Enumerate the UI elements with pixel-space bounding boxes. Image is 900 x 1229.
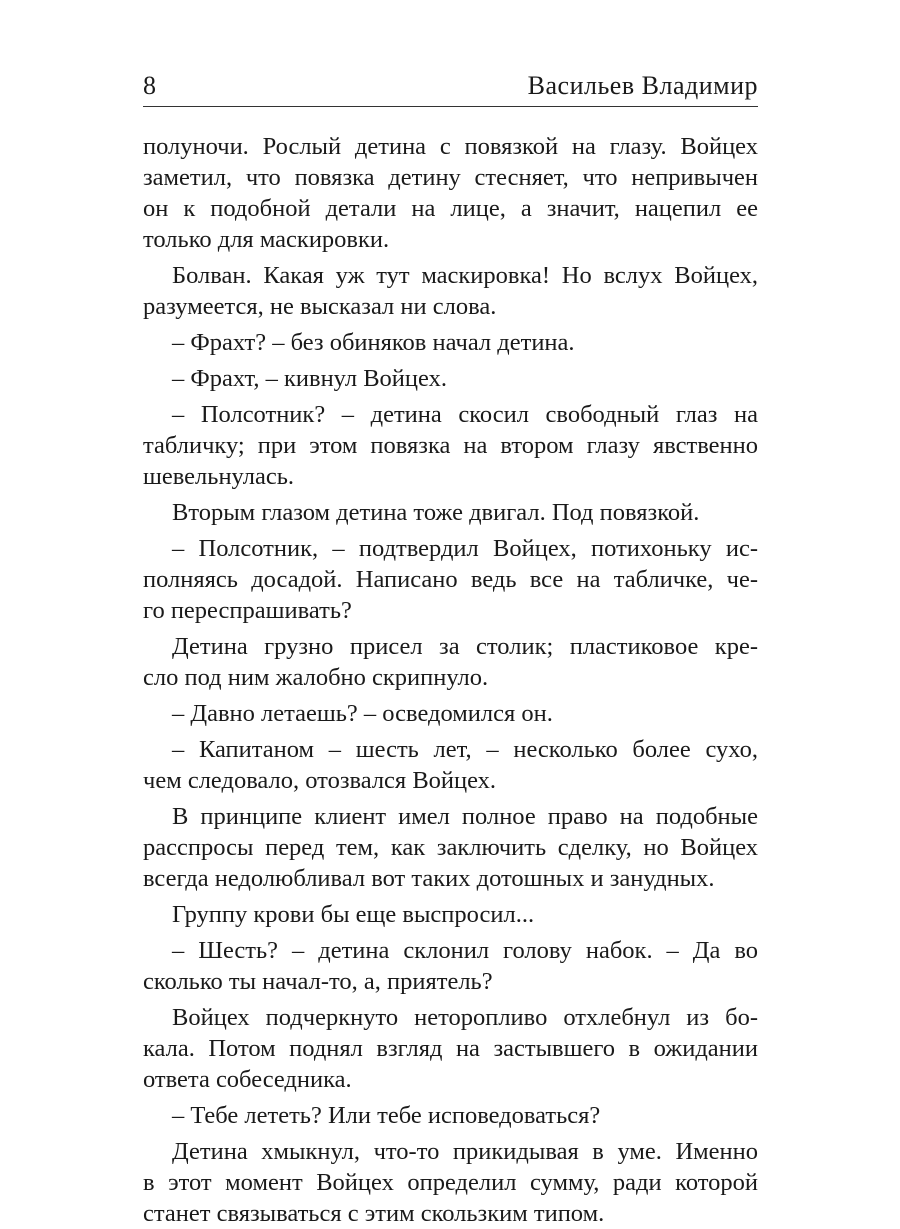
- text-line: – Давно летаешь? – осведомился он.: [172, 700, 553, 727]
- text-line: ответа собеседника.: [143, 1066, 352, 1093]
- text-line: Детина грузно присел за столик; пластиковое кре-: [172, 633, 758, 660]
- text-line: станет связываться с этим скользким типом.: [143, 1200, 605, 1227]
- text-line: он к подобной детали на лице, а значит, нацепил ее: [143, 195, 758, 222]
- text-line: заметил, что повязка детину стесняет, что непривычен: [143, 164, 758, 191]
- running-title: Васильев Владимир: [527, 71, 758, 100]
- text-line: – Полсотник? – детина скосил свободный глаз на: [172, 401, 758, 428]
- text-line: сколько ты начал-то, а, приятель?: [143, 968, 493, 995]
- text-line: чем следовало, отозвался Войцех.: [143, 767, 497, 794]
- header-rule: [143, 106, 758, 107]
- running-head: [143, 68, 758, 104]
- text-line: Болван. Какая уж тут маскировка! Но вслух Войцех,: [172, 262, 758, 289]
- text-line: разумеется, не высказал ни слова.: [143, 293, 497, 320]
- text-line: Группу крови бы еще выспросил...: [172, 901, 535, 928]
- text-line: в этот момент Войцех определил сумму, ради которой: [143, 1169, 758, 1196]
- text-line: сло под ним жалобно скрипнуло.: [143, 664, 489, 691]
- text-line: го переспрашивать?: [143, 597, 352, 624]
- text-line: – Фрахт, – кивнул Войцех.: [172, 365, 447, 392]
- text-line: В принципе клиент имел полное право на подобные: [172, 803, 758, 830]
- text-line: – Тебе лететь? Или тебе исповедоваться?: [172, 1102, 601, 1129]
- text-line: – Капитаном – шесть лет, – несколько более сухо,: [172, 736, 758, 763]
- text-line: кала. Потом поднял взгляд на застывшего в ожидании: [143, 1035, 758, 1062]
- text-line: Вторым глазом детина тоже двигал. Под повязкой.: [172, 499, 700, 526]
- text-line: – Полсотник, – подтвердил Войцех, потихоньку ис-: [172, 535, 758, 562]
- text-line: табличку; при этом повязка на втором глазу явственно: [143, 432, 758, 459]
- text-line: Войцех подчеркнуто неторопливо отхлебнул из бо-: [172, 1004, 758, 1031]
- text-line: шевельнулась.: [143, 463, 294, 490]
- text-line: полуночи. Рослый детина с повязкой на глазу. Войцех: [143, 133, 758, 160]
- text-line: – Шесть? – детина склонил голову набок. – Да во: [172, 937, 758, 964]
- text-line: полняясь досадой. Написано ведь все на табличке, че-: [143, 566, 758, 593]
- text-line: только для маскировки.: [143, 226, 390, 253]
- text-line: Детина хмыкнул, что-то прикидывая в уме. Именно: [172, 1138, 758, 1165]
- text-line: всегда недолюбливал вот таких дотошных и занудных.: [143, 865, 715, 892]
- text-line: расспросы перед тем, как заключить сделку, но Войцех: [143, 834, 758, 861]
- text-line: – Фрахт? – без обиняков начал детина.: [172, 329, 575, 356]
- page-number: 8: [143, 71, 156, 100]
- body-text: [143, 131, 758, 1229]
